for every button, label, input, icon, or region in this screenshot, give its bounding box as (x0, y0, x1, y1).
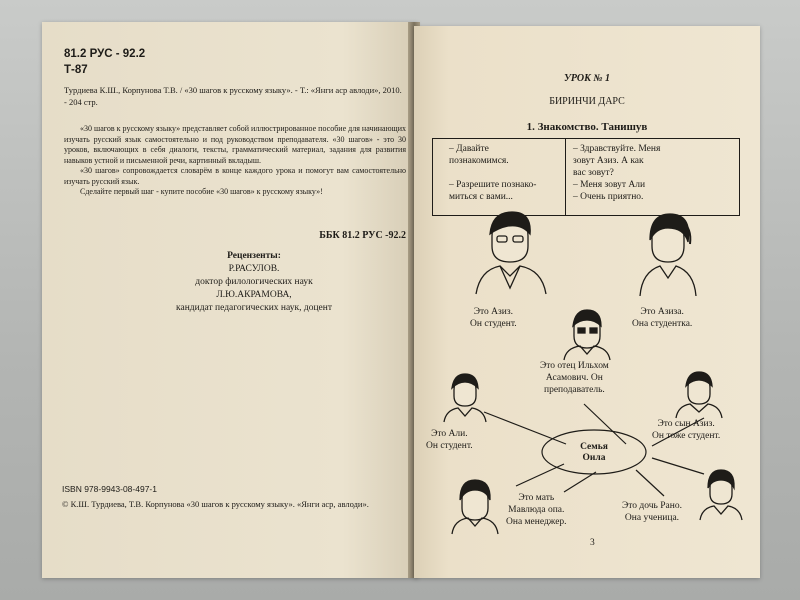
caption-ali: Это Али. Он студент. (426, 429, 473, 451)
right-page (414, 26, 760, 578)
family-label: Семья Оила (580, 442, 608, 463)
father-portrait (564, 310, 610, 360)
section-title: 1. Знакомство. Танишув (526, 121, 648, 133)
dialog-line: миться с вами... (449, 192, 513, 202)
copyright: © К.Ш. Турдиева, Т.В. Корпунова «30 шагов к русскому языку». «Янги аср, авлоди». (62, 499, 369, 509)
family-illustration (414, 26, 760, 578)
caption-aziz: Это Азиз. Он студент. (470, 307, 517, 329)
description-paragraph-1: «30 шагов к русскому языку» представляет собой иллюстрированное пособие для начинающих изучать русский язык самостоятельно и под руководством преподавателя. «30 шагов» - это 30 уроков, включающих в себя диалоги, тексты, грамматический материал, задания для развития навыков устной и письменной речи, картинный вкладыш. (64, 124, 406, 165)
dialog-line: познакомимся. (449, 156, 509, 166)
mother-portrait (452, 480, 498, 534)
caption-daughter: Это дочь Рано. Она ученица. (622, 501, 682, 523)
dialog-line: – Давайте (449, 144, 489, 154)
bbk-code: ББК 81.2 РУС -92.2 (319, 230, 406, 241)
daughter-portrait (700, 470, 742, 520)
left-page (42, 22, 418, 578)
spoke-line (484, 412, 566, 444)
description-paragraph-2: «30 шагов» сопровождается словарём в конце каждого урока и помогут вам самостоятельно изучать русский язык. (64, 166, 406, 186)
bibliographic-record: Турдиева К.Ш., Корпунова Т.В. / «30 шагов к русскому языку». - Т.: «Янги аср авлоди», 2010. - 204 стр. (64, 85, 402, 107)
reviewer-2-name: Л.Ю.АКРАМОВА, (216, 290, 292, 300)
reviewers-block (154, 250, 354, 315)
caption-father: Это отец Ильхом Асамович. Он преподаватель. (540, 361, 609, 395)
reviewer-1-title: доктор филологических наук (195, 277, 313, 287)
classification-code: 81.2 РУС - 92.2 (64, 48, 146, 60)
description-paragraph-3: Сделайте первый шаг - купите пособие «30 шагов» к русскому языку»! (80, 187, 323, 196)
dialog-line: – Здравствуйте. Меня (573, 144, 661, 154)
dialog-line: – Меня зовут Али (573, 180, 646, 190)
dialog-line: – Разрешите познако- (449, 180, 537, 190)
caption-son: Это сын Азиз. Он тоже студент. (652, 419, 721, 441)
dialog-line: – Очень приятно. (573, 192, 644, 202)
description (64, 124, 406, 198)
page-number: 3 (590, 538, 595, 548)
son-portrait (676, 372, 722, 418)
spoke-line (564, 472, 596, 492)
lesson-heading-uz: БИРИНЧИ ДАРС (549, 96, 625, 107)
spoke-line (636, 470, 664, 496)
spoke-line (584, 404, 626, 444)
aziza-portrait (640, 214, 696, 296)
lesson-heading: УРОК № 1 (563, 73, 611, 84)
dialog-line: зовут Азиз. А как (573, 156, 644, 166)
spoke-line (652, 458, 704, 474)
caption-aziza: Это Азиза. Она студентка. (632, 307, 693, 329)
reviewer-1-name: Р.РАСУЛОВ. (228, 264, 280, 274)
ali-portrait (444, 374, 486, 422)
dialog-line: вас зовут? (573, 168, 614, 178)
reviewers-heading: Рецензенты: (227, 251, 281, 261)
author-mark: Т-87 (64, 64, 88, 76)
reviewer-2-title: кандидат педагогических наук, доцент (176, 303, 332, 313)
isbn: ISBN 978-9943-08-497-1 (62, 484, 157, 494)
aziz-portrait (476, 212, 546, 294)
caption-mother: Это мать Мавлюда опа. Она менеджер. (506, 493, 567, 527)
